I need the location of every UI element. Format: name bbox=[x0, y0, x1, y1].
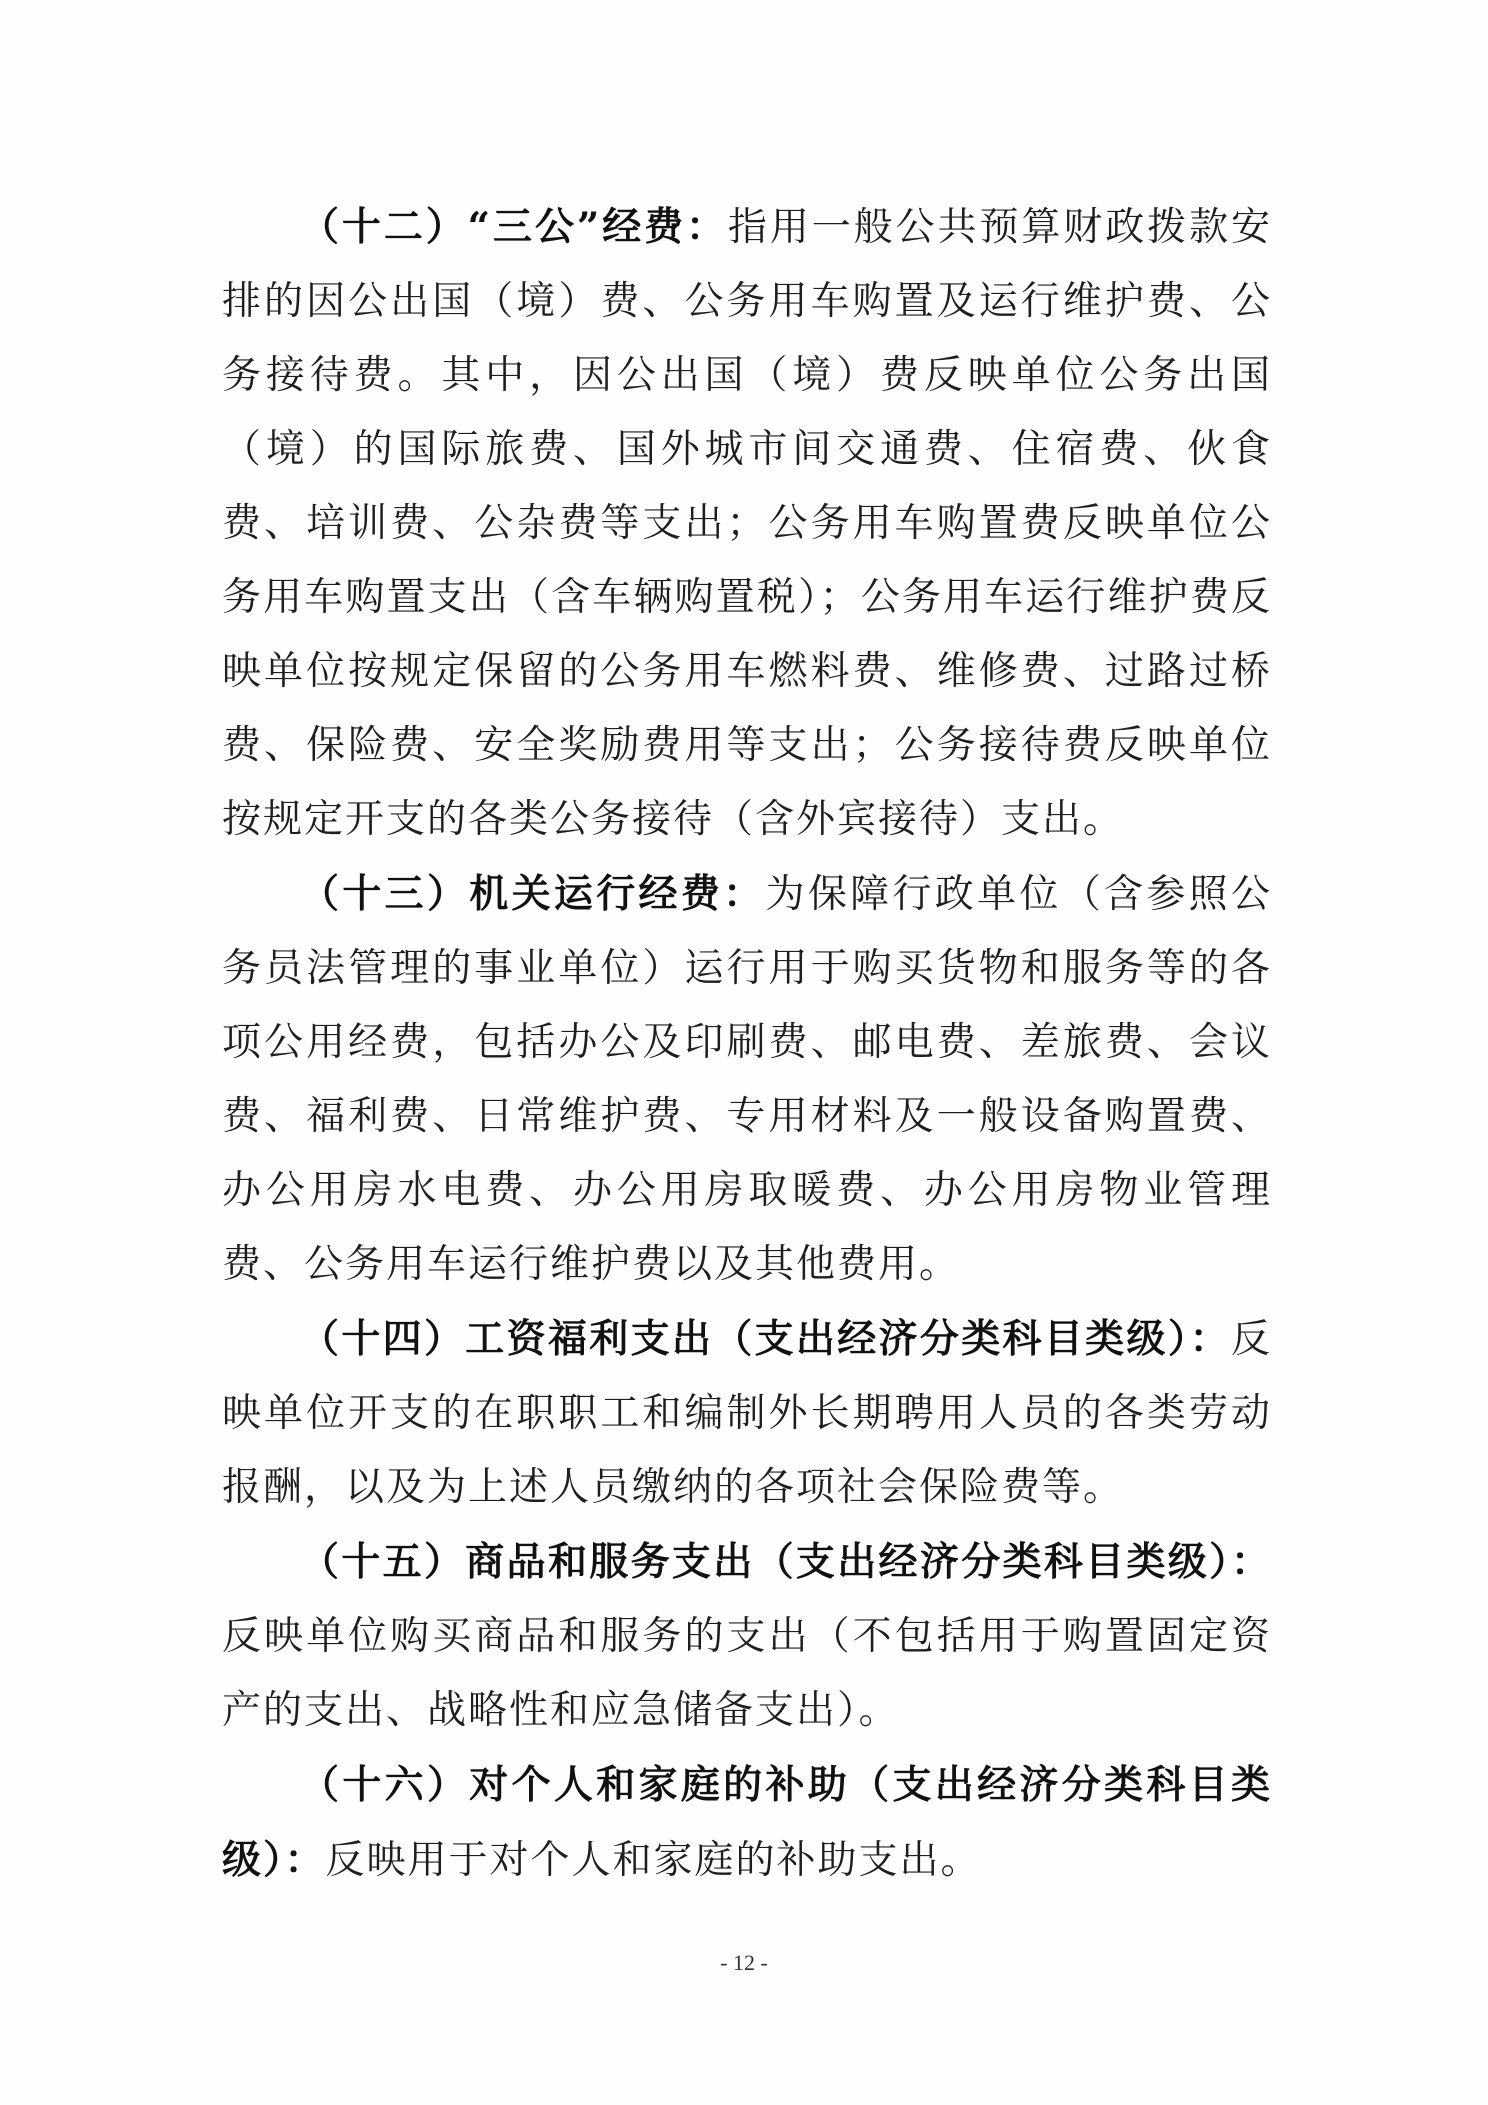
paragraph-12 bbox=[222, 190, 1272, 857]
paragraph-heading: （十五）商品和服务支出（支出经济分类科目类级）： bbox=[300, 1539, 1272, 1585]
paragraph-text: 反映用于对个人和家庭的补助支出。 bbox=[325, 1838, 982, 1883]
paragraph-heading: （十三）机关运行经费： bbox=[300, 871, 766, 917]
paragraph-text: 为保障行政单位（含参照公务员法管理的事业单位）运行用于购买货物和服务等的各项公用经费，包括办公及印刷费、邮电费、差旅费、会议费、福利费、日常维护费、专用材料及一般设备购置费、办公用房水电费、办公用房取暖费、办公用房物业管理费、公务用车运行维护费以及其他费用。 bbox=[222, 872, 1272, 1287]
paragraph-text: 反映单位购买商品和服务的支出（不包括用于购置固定资产的支出、战略性和应急储备支出）。 bbox=[222, 1614, 1272, 1733]
document-body bbox=[222, 190, 1272, 1898]
paragraph-13 bbox=[222, 857, 1272, 1302]
paragraph-heading: （十六）对个人和家庭的补助（支出经济分类科目类级）： bbox=[222, 1762, 1272, 1883]
paragraph-14 bbox=[222, 1302, 1272, 1525]
paragraph-heading: （十二）“三公”经费： bbox=[300, 204, 728, 250]
paragraph-heading: （十四）工资福利支出（支出经济分类科目类级）： bbox=[300, 1316, 1231, 1362]
paragraph-16 bbox=[222, 1748, 1272, 1898]
paragraph-text: 反映单位开支的在职职工和编制外长期聘用人员的各类劳动报酬，以及为上述人员缴纳的各项社会保险费等。 bbox=[222, 1317, 1272, 1510]
page-number: - 12 - bbox=[720, 1950, 768, 1975]
paragraph-15 bbox=[222, 1525, 1272, 1748]
paragraph-text: 指用一般公共预算财政拨款安排的因公出国（境）费、公务用车购置及运行维护费、公务接待费。其中，因公出国（境）费反映单位公务出国（境）的国际旅费、国外城市间交通费、住宿费、伙食费、培训费、公杂费等支出；公务用车购置费反映单位公务用车购置支出（含车辆购置税）；公务用车运行维护费反映单位按规定保留的公务用车燃料费、维修费、过路过桥费、保险费、安全奖励费用等支出；公务接待费反映单位按规定开支的各类公务接待（含外宾接待）支出。 bbox=[222, 205, 1272, 842]
